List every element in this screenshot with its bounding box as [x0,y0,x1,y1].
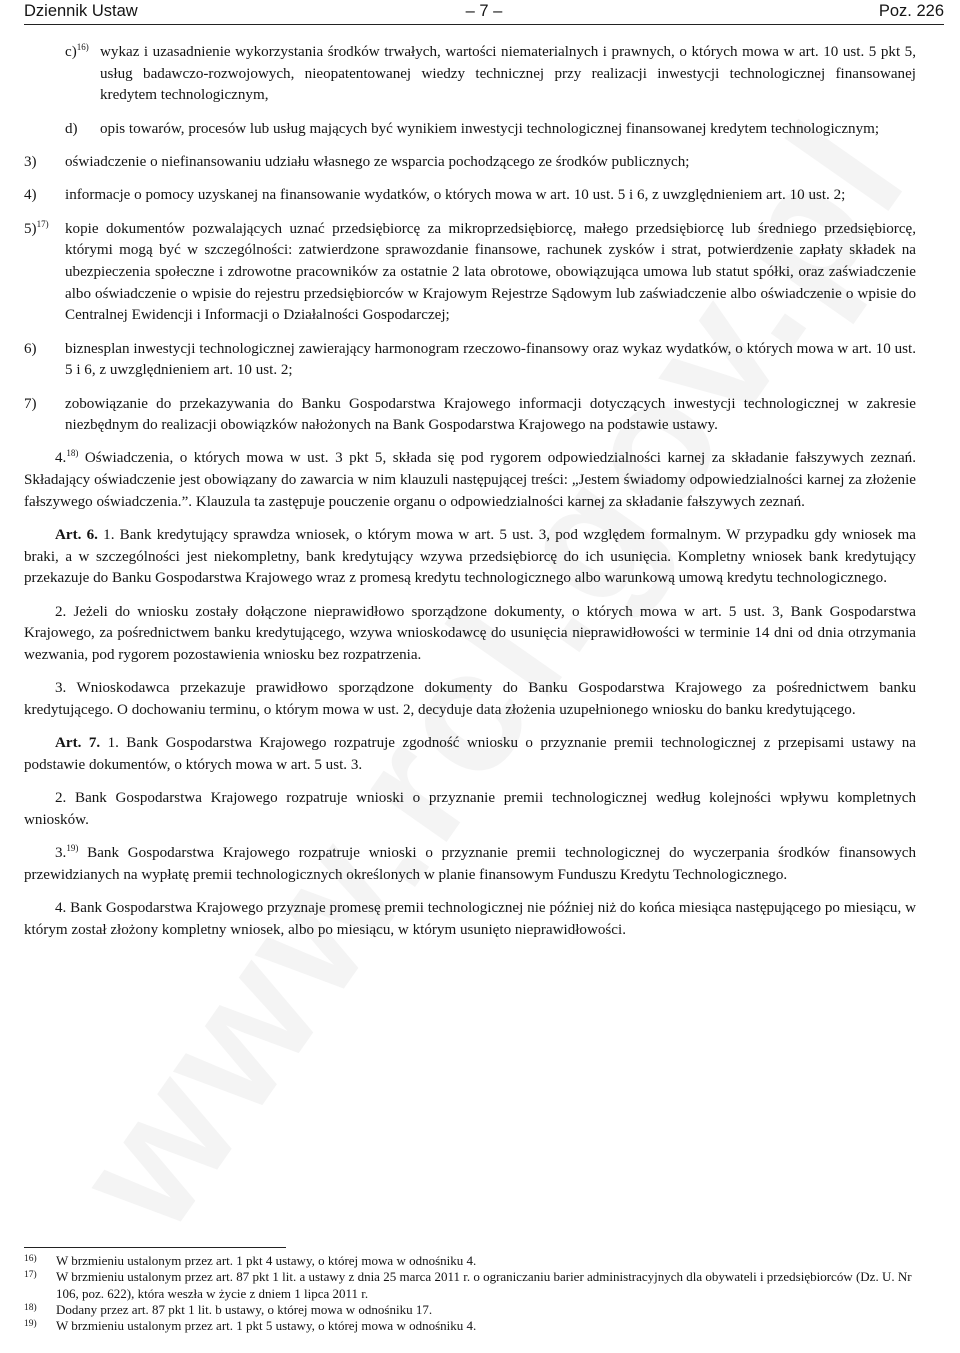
list-item-5 [24,219,916,327]
page-number: – 7 – [465,2,503,20]
item-label: 3) [24,153,37,170]
journal-title: Dziennik Ustaw [24,2,138,20]
item-label: 6) [24,340,37,357]
footnote-ref: 19) [66,843,79,854]
item-text: zobowiązanie do przekazywania do Banku Gospodarstwa Krajowego informacji dotyczących inwestycji technologicznej w zakresie niezbędnym do realizacji obowiązków nałożonych na Bank Gospodarstwa Krajowego na podstawie ustawy. [65,395,916,434]
item-label: d) [65,120,78,137]
footnote-number: 16) [24,1254,37,1264]
article-6-paragraph-1 [24,525,916,590]
footnote-text: W brzmieniu ustalonym przez art. 87 pkt 1 lit. a ustawy z dnia 25 marca 2011 r. o ograniczaniu barier administracyjnych dla obywateli i przedsiębiorców (Dz. U. Nr 106, poz. 622), która weszła w życie z dniem 1 lipca 2011 r. [56,1269,912,1301]
paragraph-number: 3. [55,845,67,862]
list-item-d [24,119,916,141]
paragraph-text: 1. Bank kredytujący sprawdza wniosek, o którym mowa w art. 5 ust. 3, pod względem formalnym. W przypadku gdy wniosek ma braki, a w szczególności jest niekompletny, bank kredytujący wzywa przedsiębiorcę do ich usunięcia. Kompletny wniosek bank kredytujący przekazuje do Banku Gospodarstwa Krajowego wraz z promesą kredytu technologicznego albo warunkową umową kredytu technologicznego. [24,527,917,587]
list-item-6 [24,339,916,382]
item-text: oświadczenie o niefinansowaniu udziału własnego ze wsparcia pochodzącego ze środków publicznych; [65,153,690,170]
footnote-number: 19) [24,1319,37,1330]
list-item-c [24,42,916,107]
footnote-number: 17) [24,1270,37,1281]
paragraph-ust-4 [24,448,916,513]
footnote [24,1253,916,1269]
item-label: c)$^{16)}$ [65,42,89,60]
item-label: 7) [24,395,37,412]
list-item-4 [24,185,916,207]
page-header [24,0,944,25]
item-text: opis towarów, procesów lub usług mających być wynikiem inwestycji technologicznej finansowanej kredytem technologicznym; [100,120,880,137]
item-text: kopie dokumentów pozwalających uznać przedsiębiorcę za mikroprzedsiębiorcę, małego przedsiębiorcę lub średniego przedsiębiorcę, którymi mogą być w szczególności: zatwierdzone sprawozdanie finansowe, rachunek zysków i strat, potwierdzenie zapłaty składek na ubezpieczenia społeczne i zdrowotne pracowników za ostatnie 2 lata obrotowe, obowiązująca umowa lub statut spółki, oraz zaświadczenie albo oświadczenie o wpisie do rejestru przedsiębiorców w Krajowym Rejestrze Sądowym lub zaświadczenie albo oświadczenie o wpisie do Centralnej Ewidencji i Informacji o Działalności Gospodarczej; [65,220,916,324]
article-7-paragraph-2 [24,788,916,831]
item-label: 5)$^{17)}$ [24,218,49,237]
list-item-7 [24,394,916,437]
article-7-paragraph-4 [24,898,916,941]
footnote-ref: 18) [66,448,79,459]
paragraph-text: Oświadczenia, o których mowa w ust. 3 pkt 5, składa się pod rygorem odpowiedzialności karnej za składanie fałszywych zeznań. Składający oświadczenie jest obowiązany do zawarcia w nim klauzuli następującej treści: „Jestem świadomy odpowiedzialności karnej za złożenie fałszywego oświadczenia.”. Klauzula ta zastępuje pouczenie organu o odpowiedzialności karnej za składanie fałszywych zeznań. [24,450,916,510]
footnote-number: 18) [24,1302,37,1313]
item-text: biznesplan inwestycji technologicznej zawierający harmonogram rzeczowo-finansowy oraz wykaz wydatków, o których mowa w art. 10 ust. 5 i 6, z uwzględnieniem art. 10 ust. 2; [65,340,916,379]
footnote [24,1318,916,1334]
paragraph-text: 2. Jeżeli do wniosku zostały dołączone nieprawidłowo sporządzone dokumenty, o których mowa w art. 5 ust. 3, Bank Gospodarstwa Krajowego, za pośrednictwem banku kredytującego, wzywa wnioskodawcę do usunięcia nieprawidłowości w terminie 14 dni od dnia otrzymania wezwania, pod rygorem pozostawienia wniosku bez rozpatrzenia. [24,603,916,663]
footnote-ref: 17) [36,218,49,229]
footnote [24,1302,916,1318]
paragraph-text: 4. Bank Gospodarstwa Krajowego przyznaje promesę premii technologicznej nie później niż do końca miesiąca następującego po miesiącu, w którym został złożony kompletny wniosek, albo po miesiącu, w którym usunięto nieprawidłowości. [24,900,916,938]
article-heading: Art. 7. [55,735,101,752]
article-heading: Art. 6. [55,527,98,544]
item-text: informacje o pomocy uzyskanej na finansowanie wydatków, o których mowa w art. 10 ust. 5 i 6, z uwzględnieniem art. 10 ust. 2; [65,187,846,204]
footnote-text: Dodany przez art. 87 pkt 1 lit. b ustawy, o której mowa w odnośniku 17. [56,1301,433,1317]
document-body [24,42,916,941]
paragraph-number: 4. [55,450,67,467]
position-number: Poz. 226 [878,2,944,20]
article-7-paragraph-3 [24,843,916,886]
footnote-ref: 16) [76,42,89,52]
list-item-3 [24,152,916,174]
footnote-divider [24,1247,286,1248]
paragraph-text: 1. Bank Gospodarstwa Krajowego rozpatruje zgodność wniosku o przyznanie premii technologicznej z przepisami ustawy na podstawie dokumentów, o których mowa w art. 5 ust. 3. [24,735,916,773]
article-6-paragraph-2 [24,602,916,667]
footnotes [24,1247,916,1334]
article-6-paragraph-3 [24,678,916,721]
footnote [24,1269,916,1302]
item-text: wykaz i uzasadnienie wykorzystania środków trwałych, wartości niematerialnych i prawnych, o których mowa w art. 10 ust. 5 pkt 5, usług badawczo-rozwojowych, nieopatentowanej wiedzy technicznej przy realizacji inwestycji technologicznej finansowanej kredytem technologicznym, [100,44,916,104]
footnote-text: W brzmieniu ustalonym przez art. 1 pkt 4 ustawy, o której mowa w odnośniku 4. [56,1253,477,1268]
footnote-text: W brzmieniu ustalonym przez art. 1 pkt 5 ustawy, o której mowa w odnośniku 4. [56,1318,477,1334]
item-label: 4) [24,187,37,204]
paragraph-text: 2. Bank Gospodarstwa Krajowego rozpatruje wnioski o przyznanie premii technologicznej według kolejności wpływu kompletnych wniosków. [24,790,916,828]
article-7-paragraph-1 [24,733,916,776]
paragraph-text: Bank Gospodarstwa Krajowego rozpatruje wnioski o przyznanie premii technologicznej do wyczerpania środków finansowych przewidzianych na wypłatę premii technologicznych określonych w planie finansowym Funduszu Kredytu Technologicznego. [24,845,916,883]
paragraph-text: 3. Wnioskodawca przekazuje prawidłowo sporządzone dokumenty do Banku Gospodarstwa Krajowego za pośrednictwem banku kredytującego. O dochowaniu terminu, o którym mowa w ust. 2, decyduje data złożenia uzupełnionego wniosku do banku kredytującego. [24,680,916,718]
